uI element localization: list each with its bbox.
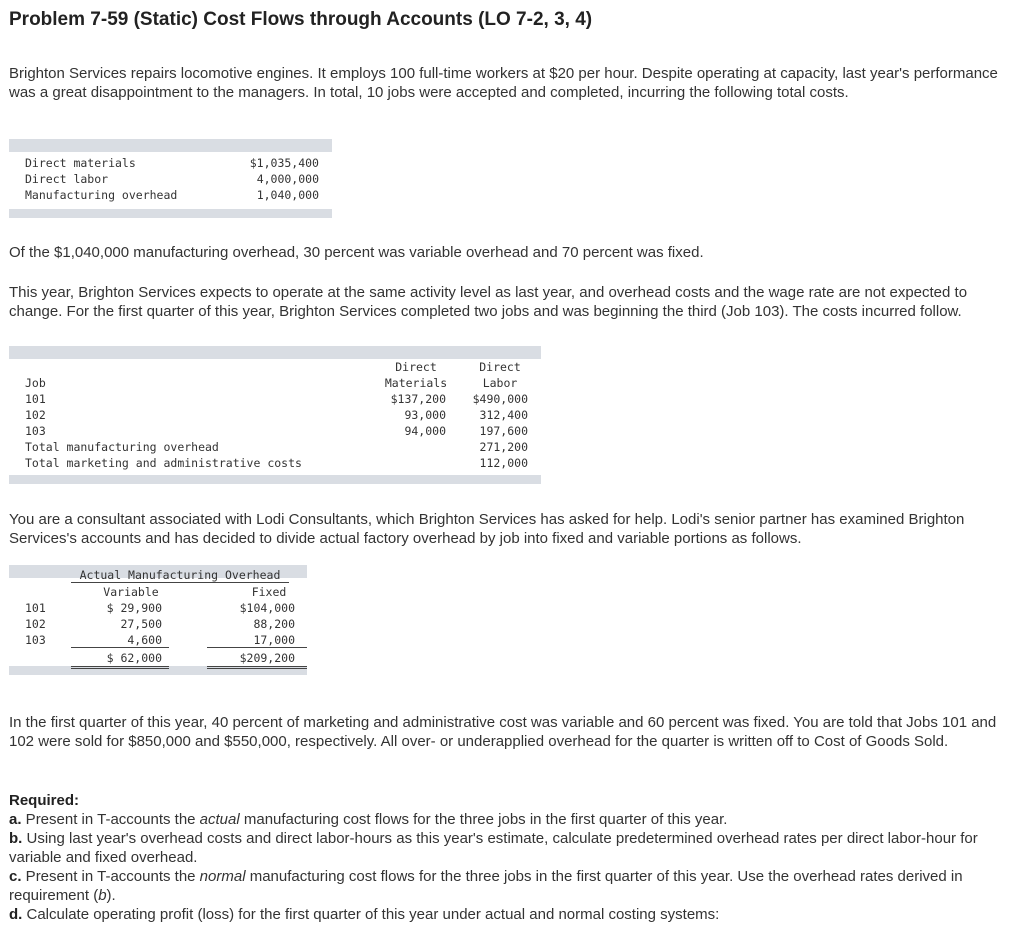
job-number: 103	[25, 424, 46, 438]
job-number: 103	[25, 633, 46, 647]
requirement-a: a. Present in T-accounts the actual manufacturing cost flows for the three jobs in the first quarter of this year.	[9, 811, 728, 828]
page-title: Problem 7-59 (Static) Cost Flows through Accounts (LO 7-2, 3, 4)	[9, 9, 593, 30]
variable-overhead-value: 27,500	[120, 617, 162, 631]
table-row-value: 1,040,000	[256, 188, 319, 202]
first-quarter-paragraph: In the first quarter of this year, 40 percent of marketing and administrative cost was variable and 60 percent was fixed. You are told that Jobs 101 and 102 were sold for $850,000 and $550,000, respectively. All over- or underapplied overhead for the quarter is written off to Cost of Goods Sold.	[9, 714, 997, 750]
direct-labor-value: $490,000	[472, 392, 528, 406]
column-header: Materials	[384, 376, 448, 390]
direct-labor-value: 197,600	[479, 424, 528, 438]
job-number: 102	[25, 617, 46, 631]
fixed-overhead-value: 88,200	[253, 617, 295, 631]
table-row-label: Direct materials	[25, 156, 136, 170]
direct-materials-value: $137,200	[390, 392, 446, 406]
this-year-paragraph: This year, Brighton Services expects to operate at the same activity level as last year, and overhead costs and the wage rate are not expected to change. For the first quarter of this year, Brighton Services completed two jobs and was beginning the third (Job 103). The costs incurred follow.	[9, 284, 968, 320]
total-overhead-label: Total manufacturing overhead	[25, 440, 219, 454]
column-header: Variable	[103, 585, 159, 599]
table-row-label: Direct labor	[25, 172, 109, 186]
table-row-value: $1,035,400	[249, 156, 319, 170]
job-number: 102	[25, 408, 46, 422]
intro-paragraph: Brighton Services repairs locomotive engines. It employs 100 full-time workers at $20 per hour. Despite operating at capacity, last year's performance was a great disappointment to the managers. In total, 10 jobs were accepted and completed, incurring the following total costs.	[9, 65, 998, 101]
requirement-d: d. Calculate operating profit (loss) for the first quarter of this year under actual and normal costing systems:	[9, 906, 720, 923]
column-header: Direct	[395, 360, 437, 374]
fixed-overhead-total: $209,200	[239, 651, 295, 665]
total-ma-label: Total marketing and administrative costs	[25, 456, 302, 470]
variable-overhead-value: $ 29,900	[106, 601, 162, 615]
total-ma-value: 112,000	[479, 456, 528, 470]
overhead-split-paragraph: Of the $1,040,000 manufacturing overhead, 30 percent was variable overhead and 70 percent was fixed.	[9, 244, 704, 261]
last-year-costs-table	[9, 139, 332, 218]
fixed-overhead-value: 17,000	[253, 633, 295, 647]
overhead-group-header: Actual Manufacturing Overhead	[71, 568, 289, 583]
table-row-label: Manufacturing overhead	[25, 188, 178, 202]
variable-overhead-total: $ 62,000	[106, 651, 162, 665]
column-header: Direct	[479, 360, 521, 374]
q1-costs-table	[9, 346, 541, 484]
consultant-paragraph: You are a consultant associated with Lodi Consultants, which Brighton Services has asked for help. Lodi's senior partner has examined Brighton Services's accounts and has decided to divide actual factory overhead by job into fixed and variable portions as follows.	[9, 511, 965, 547]
total-overhead-value: 271,200	[479, 440, 528, 454]
column-header: Fixed	[251, 585, 287, 599]
requirement-b: b. Using last year's overhead costs and direct labor-hours as this year's estimate, calculate predetermined overhead rates per direct labor-hour for variable and fixed overhead.	[9, 830, 978, 866]
direct-labor-value: 312,400	[479, 408, 528, 422]
required-section	[9, 791, 999, 924]
direct-materials-value: 93,000	[404, 408, 446, 422]
requirement-c: c. Present in T-accounts the normal manufacturing cost flows for the three jobs in the first quarter of this year. Use the overhead rates derived in requirement (b).	[9, 868, 963, 904]
direct-materials-value: 94,000	[404, 424, 446, 438]
required-label: Required:	[9, 792, 80, 809]
fixed-overhead-value: $104,000	[239, 601, 295, 615]
column-header: Job	[25, 376, 46, 390]
job-number: 101	[25, 392, 46, 406]
job-number: 101	[25, 601, 46, 615]
table-row-value: 4,000,000	[256, 172, 319, 186]
actual-overhead-table	[9, 565, 307, 675]
column-header: Labor	[482, 376, 518, 390]
variable-overhead-value: 4,600	[127, 633, 162, 647]
